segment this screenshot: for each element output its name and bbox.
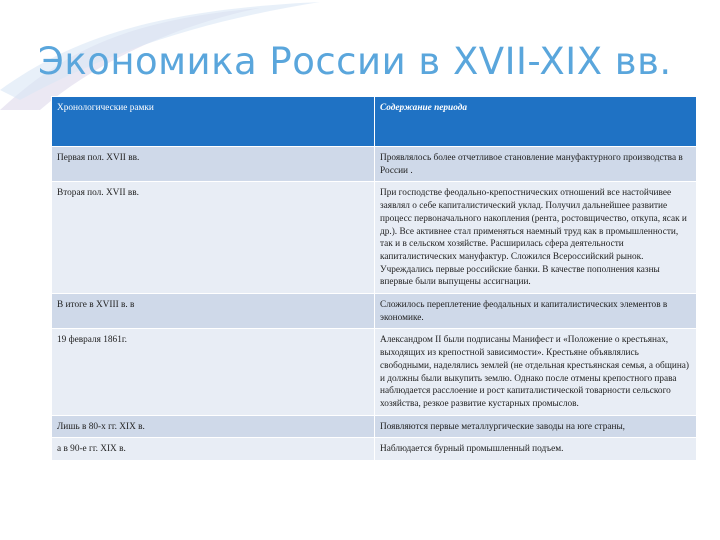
content-cell: Сложилось переплетение феодальных и капиталистических элементов в экономике. bbox=[375, 294, 697, 329]
period-cell: Лишь в 80-х гг. XIX в. bbox=[52, 415, 375, 438]
content-cell: Проявлялось более отчетливое становление мануфактурного производства в России . bbox=[375, 147, 697, 182]
header-chronology: Хронологические рамки bbox=[52, 97, 375, 147]
table-row bbox=[52, 329, 697, 415]
period-cell: В итоге в XVIII в. в bbox=[52, 294, 375, 329]
slide-title: Экономика России в XVII-XIX вв. bbox=[38, 40, 672, 83]
header-content: Содержание периода bbox=[375, 97, 697, 147]
content-cell: Появляются первые металлургические заводы на юге страны, bbox=[375, 415, 697, 438]
content-cell: Наблюдается бурный промышленный подъем. bbox=[375, 438, 697, 461]
table-row bbox=[52, 438, 697, 461]
table-row bbox=[52, 182, 697, 294]
content-cell: Александром II были подписаны Манифест и «Положение о крестьянах, выходящих из крепостной зависимости». Крестьяне объявлялись свободными, наделялись землей (не отдельная крестьянская семья, а община) и должны были выкупить землю. Однако после отмены крепостного права наблюдается расслоение и рост капиталистической товарности сельского хозяйства, резкое развитие кустарных промыслов. bbox=[375, 329, 697, 415]
table-row bbox=[52, 415, 697, 438]
period-cell: 19 февраля 1861г. bbox=[52, 329, 375, 415]
table-row bbox=[52, 147, 697, 182]
content-cell: При господстве феодально-крепостнических отношений все настойчивее заявлял о себе капиталистический уклад. Получил дальнейшее развитие процесс первоначального накопления (рента, ростовщичество, откупа, ясак и др.). Все активнее стал применяться наемный труд как в промышленности, так и в сельском хозяйстве. Расширилась сфера деятельности капиталистических мануфактур. Сложился Всероссийский рынок. Учреждались первые российские банки. В качестве пополнения казны впервые были выпущены ассигнации. bbox=[375, 182, 697, 294]
table-header-row bbox=[52, 97, 697, 147]
period-cell: Вторая пол. XVII вв. bbox=[52, 182, 375, 294]
period-cell: а в 90-е гг. XIX в. bbox=[52, 438, 375, 461]
table-row bbox=[52, 294, 697, 329]
periods-table bbox=[51, 96, 697, 461]
period-cell: Первая пол. XVII вв. bbox=[52, 147, 375, 182]
